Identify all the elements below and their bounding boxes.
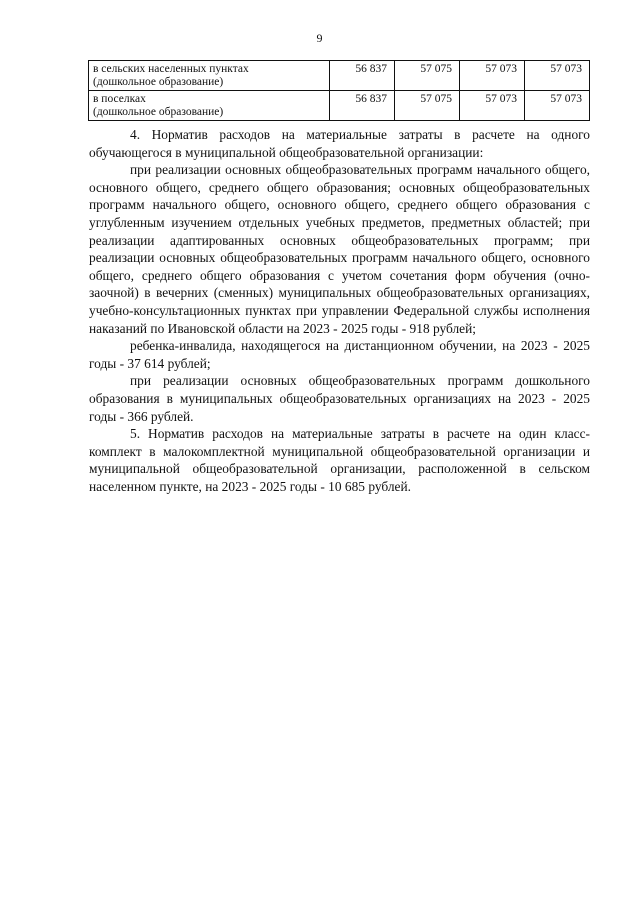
paragraph-4-preschool: при реализации основных общеобразовательных программ дошкольного образования в муниципальных общеобразовательных организациях на 2023 - 2025 годы - 366 рублей. bbox=[89, 373, 590, 424]
paragraph-4-disabled-child: ребенка-инвалида, находящегося на дистанционном обучении, на 2023 - 2025 годы - 37 614 рублей; bbox=[89, 338, 590, 371]
table-cell-value: 56 837 bbox=[330, 61, 395, 91]
norms-table bbox=[88, 60, 590, 121]
row-label-line: (дошкольное образование) bbox=[93, 76, 224, 88]
row-label-line: в поселках bbox=[93, 93, 146, 105]
table-row bbox=[89, 61, 590, 91]
table-row bbox=[89, 91, 590, 121]
table-cell-label bbox=[89, 91, 330, 121]
table-cell-value: 57 073 bbox=[525, 91, 590, 121]
table-cell-value: 57 073 bbox=[525, 61, 590, 91]
paragraph-4-general-programs: при реализации основных общеобразовательных программ начального общего, основного общего, среднего общего образования; основных общеобразовательных программ начального общего, основного общего, среднего общего образования с углубленным изучением отдельных учебных предметов, предметных областей; при реализации адаптированных основных общеобразовательных программ; при реализации основных общеобразовательных программ начального общего, основного общего, среднего общего образования с учетом сочетания форм обучения (очно-заочной) в вечерних (сменных) муниципальных общеобразовательных организациях, учебно-консультационных пунктах при управлении Федеральной службы исполнения наказаний по Ивановской области на 2023 - 2025 годы - 918 рублей; bbox=[89, 162, 590, 336]
table-cell-value: 57 075 bbox=[395, 91, 460, 121]
table-cell-value: 57 075 bbox=[395, 61, 460, 91]
row-label-line: (дошкольное образование) bbox=[93, 106, 224, 118]
paragraph-5: 5. Норматив расходов на материальные затраты в расчете на один класс-комплект в малокомплектной муниципальной общеобразовательной организации и муниципальной общеобразовательной организации, расположенной в сельском населенном пункте, на 2023 - 2025 годы - 10 685 рублей. bbox=[89, 426, 590, 494]
table-cell-value: 57 073 bbox=[460, 91, 525, 121]
table-cell-label bbox=[89, 61, 330, 91]
table-cell-value: 57 073 bbox=[460, 61, 525, 91]
paragraph-4-heading: 4. Норматив расходов на материальные затраты в расчете на одного обучающегося в муниципальной общеобразовательной организации: bbox=[89, 127, 590, 160]
page-number: 9 bbox=[316, 31, 323, 45]
row-label-line: в сельских населенных пунктах bbox=[93, 63, 249, 75]
document-body bbox=[89, 126, 590, 495]
table-cell-value: 56 837 bbox=[330, 91, 395, 121]
